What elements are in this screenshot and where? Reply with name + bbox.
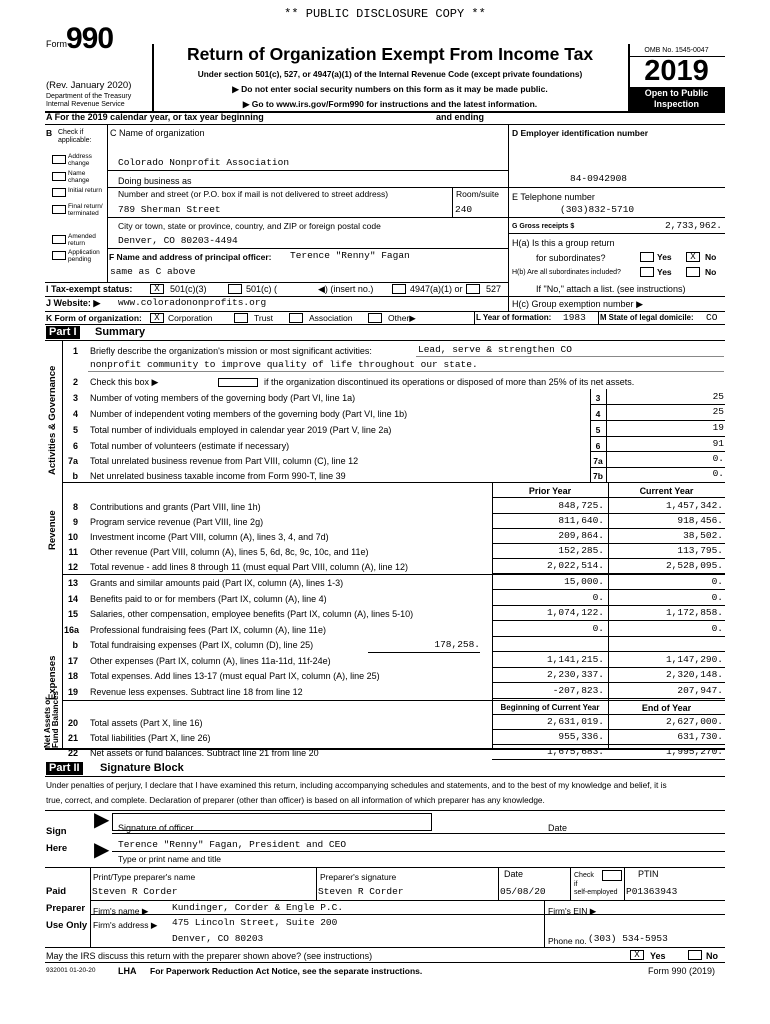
b-label: B [46, 128, 53, 138]
row-number: 12 [67, 562, 78, 572]
discuss-yes-checkbox[interactable]: X [630, 950, 644, 960]
discuss-yes-label: Yes [650, 951, 666, 961]
perjury-line1: Under penalties of perjury, I declare that I have examined this return, including accompanying schedules and statements, and to the best of my knowledge and belief, it is [46, 780, 667, 790]
row-text: Contributions and grants (Part VIII, line 1h) [90, 502, 261, 512]
prior-value[interactable]: 15,000. [564, 576, 604, 587]
row-box: 6 [595, 441, 601, 451]
address-change-checkbox[interactable] [52, 155, 66, 164]
initial-return-checkbox[interactable] [52, 188, 66, 197]
check-label: Check [574, 872, 594, 879]
officer-address[interactable]: same as C above [110, 266, 196, 277]
row-number: 11 [68, 547, 78, 557]
room-suite[interactable]: 240 [455, 204, 473, 215]
current-value[interactable]: 2,627,000. [665, 716, 723, 727]
l-label: L Year of formation: [476, 313, 552, 322]
row-value[interactable]: 91 [712, 438, 724, 449]
current-value[interactable]: 631,730. [677, 731, 723, 742]
prior-value[interactable]: 2,631,019. [546, 716, 604, 727]
department-line2: Internal Revenue Service [46, 101, 125, 108]
row-text: Investment income (Part VIII, column (A), lines 3, 4, and 7d) [90, 532, 329, 542]
row-number: 7a [67, 456, 78, 466]
sig-date-label: Date [548, 823, 568, 833]
row-value[interactable]: 19 [712, 422, 724, 433]
row-box: 5 [595, 425, 601, 435]
firm-address-line1[interactable]: 475 Lincoln Street, Suite 200 [172, 917, 338, 928]
row-number: 3 [72, 393, 78, 403]
row-number: 22 [67, 748, 78, 758]
row-number: 4 [72, 409, 78, 419]
current-value[interactable]: 1,457,342. [665, 500, 723, 511]
line-2-a: Check this box ▶ [90, 377, 159, 387]
4947-checkbox[interactable] [392, 284, 406, 294]
row-number: 10 [67, 532, 78, 542]
other-checkbox[interactable] [368, 313, 382, 323]
row-text: Total number of volunteers (estimate if necessary) [90, 441, 290, 451]
street-address[interactable]: 789 Sherman Street [118, 204, 221, 215]
part1-title: Summary [95, 326, 146, 338]
row-text: Total liabilities (Part X, line 26) [90, 733, 211, 743]
row-text: Professional fundraising fees (Part IX, column (A), line 11e) [90, 624, 326, 635]
line-a-label: A For the 2019 calendar year, or tax year beginning [46, 112, 264, 122]
city-state-zip[interactable]: Denver, CO 80203-4494 [118, 235, 238, 246]
instructions-notice: ▶ Go to www.irs.gov/Form990 for instructions and the latest information. [242, 99, 538, 109]
amended-return-checkbox[interactable] [52, 235, 66, 244]
prior-value[interactable]: 811,640. [558, 515, 604, 526]
b-applicable: applicable: [58, 137, 92, 144]
row-text: Other expenses (Part IX, column (A), lines 11a-11d, 11f-24e) [90, 655, 331, 666]
row-text: Total fundraising expenses (Part IX, column (D), line 25) [90, 640, 314, 650]
hb-no-label: No [705, 267, 717, 277]
street-label: Number and street (or P.O. box if mail is not delivered to street address) [118, 189, 389, 199]
prior-value[interactable]: 1,074,122. [546, 607, 604, 618]
row-number: 19 [67, 686, 78, 697]
current-value[interactable]: 113,795. [677, 545, 723, 556]
part1-label: Part I [46, 326, 80, 339]
footer-notice: For Paperwork Reduction Act Notice, see the separate instructions. [150, 966, 423, 976]
hb-note: If "No," attach a list. (see instructions) [536, 284, 686, 294]
c-label: C Name of organization [110, 128, 205, 138]
501c-label: 501(c) ( [246, 284, 278, 294]
prep-date-label: Date [504, 869, 524, 879]
ptin-value[interactable]: P01363943 [626, 886, 678, 897]
room-label: Room/suite [456, 189, 499, 199]
current-value[interactable]: 2,320,148. [665, 669, 723, 680]
insert-no-label: ◀) (insert no.) [318, 284, 374, 294]
sig-officer-label: Signature of officer [118, 823, 194, 833]
arrow-right-icon: ▶ [409, 313, 416, 323]
row-value[interactable]: 25 [712, 406, 724, 417]
arrow-right-icon: ▶ [93, 298, 101, 308]
discuss-question: May the IRS discuss this return with the preparer shown above? (see instructions) [46, 951, 373, 961]
prior-value[interactable]: 0. [592, 622, 604, 634]
trust-label: Trust [254, 313, 274, 323]
arrow-right-icon: ▶ [232, 84, 242, 94]
ha-sub: for subordinates? [536, 253, 606, 263]
form-subtitle: Under section 501(c), 527, or 4947(a)(1) of the Internal Revenue Code (except private foundations) [197, 69, 583, 79]
row-number: 21 [67, 733, 78, 743]
prior-value[interactable]: 1,141,215. [546, 653, 604, 665]
amended-return-label: Amended return [68, 233, 96, 247]
ptin-label: PTIN [638, 869, 659, 879]
hb-yes-checkbox[interactable] [640, 267, 654, 277]
sign-label: Sign [46, 826, 67, 837]
line-2-number: 2 [72, 377, 78, 387]
4947-label: 4947(a)(1) or [410, 284, 463, 294]
arrow-right-icon: ▶ [636, 299, 643, 309]
row-number: 15 [67, 609, 78, 619]
current-value[interactable]: 1,147,290. [665, 653, 723, 665]
row-number: 13 [67, 578, 78, 588]
row-number: 5 [72, 425, 78, 435]
footer-lha: LHA [118, 966, 137, 976]
ssn-notice: ▶ Do not enter social security numbers on this form as it may be made public. [232, 84, 548, 94]
row-text: Total revenue - add lines 8 through 11 (must equal Part VIII, column (A), line 12) [90, 562, 408, 572]
k-label: K Form of organization: [46, 313, 142, 323]
row-text: Total number of individuals employed in calendar year 2019 (Part V, line 2a) [90, 425, 392, 435]
footer-form: Form 990 (2019) [648, 966, 716, 976]
prior-year-header: Prior Year [528, 486, 572, 496]
row-number: 14 [67, 593, 78, 604]
current-value[interactable]: 0. [711, 576, 723, 587]
line-a-ending: and ending [436, 112, 484, 122]
name-change-label: Name change [68, 170, 90, 184]
discuss-no-label: No [706, 951, 718, 961]
discontinued-checkbox[interactable] [218, 378, 258, 387]
row-number: b [72, 471, 78, 481]
row-number: 8 [72, 502, 78, 512]
eoy-header: End of Year [641, 703, 692, 713]
ha-yes-label: Yes [657, 252, 672, 262]
row-number: 20 [67, 718, 78, 728]
current-year-header: Current Year [639, 486, 694, 496]
current-value[interactable]: 38,502. [683, 530, 723, 541]
501c-checkbox[interactable] [228, 284, 242, 294]
city-label: City or town, state or province, country, and ZIP or foreign postal code [118, 221, 381, 231]
row-value[interactable]: 25 [712, 391, 724, 402]
ha-no-label: No [705, 252, 717, 262]
state-of-domicile[interactable]: CO [706, 312, 718, 323]
arrow-right-icon: ▶ [242, 99, 252, 109]
type-name-label: Type or print name and title [118, 854, 222, 864]
firm-name-label: Firm's name ▶ [93, 906, 149, 916]
arrow-right-icon: ◀ [318, 284, 325, 294]
officer-name-title[interactable]: Terence "Renny" Fagan, President and CEO [118, 839, 347, 850]
open-to-public-badge [628, 87, 725, 111]
501c3-label: 501(c)(3) [170, 284, 207, 294]
i-label: I Tax-exempt status: [46, 284, 133, 294]
row-text: Net assets or fund balances. Subtract line 21 from line 20 [90, 748, 319, 758]
row-box: 7b [593, 471, 603, 481]
current-value[interactable]: 918,456. [677, 515, 723, 526]
arrow-right-icon: ▶ [150, 920, 158, 930]
j-label: J Website: ▶ [46, 298, 101, 308]
row-text: Revenue less expenses. Subtract line 18 from line 12 [90, 686, 303, 697]
website[interactable]: www.coloradononprofits.org [118, 297, 267, 308]
trust-checkbox[interactable] [234, 313, 248, 323]
here-label: Here [46, 843, 68, 854]
current-value[interactable]: 1,172,858. [665, 607, 723, 618]
e-label: E Telephone number [512, 192, 595, 202]
fundraising-total[interactable]: 178,258. [434, 639, 480, 650]
year-of-formation[interactable]: 1983 [563, 312, 586, 323]
hb-yes-label: Yes [657, 267, 672, 277]
open-line2: Inspection [653, 99, 699, 109]
527-label: 527 [486, 284, 502, 294]
g-label: G Gross receipts $ [512, 223, 575, 230]
row-text: Grants and similar amounts paid (Part IX, column (A), lines 1-3) [90, 578, 344, 588]
row-value[interactable]: 0. [712, 468, 724, 479]
prior-value[interactable]: 0. [592, 591, 604, 603]
row-text: Total expenses. Add lines 13-17 (must equal Part IX, column (A), line 25) [90, 671, 380, 681]
principal-officer[interactable]: Terence "Renny" Fagan [290, 250, 410, 261]
f-label: F Name and address of principal officer: [109, 252, 272, 262]
form-title: Return of Organization Exempt From Income Tax [186, 44, 594, 64]
application-pending-label: Application pending [68, 249, 100, 263]
preparer-label: Preparer [46, 903, 86, 914]
preparer-name[interactable]: Steven R Corder [92, 886, 178, 897]
firm-ein-label: Firm's EIN ▶ [548, 906, 597, 916]
current-value[interactable]: 1,995,270. [665, 746, 723, 757]
row-text: Total unrelated business revenue from Part VIII, column (C), line 12 [90, 456, 359, 466]
row-text: Other revenue (Part VIII, column (A), lines 5, 6d, 8c, 9c, 10c, and 11e) [90, 547, 369, 557]
b-check-if: Check if [58, 129, 84, 136]
row-box: 4 [595, 409, 601, 419]
form-number: 990 [66, 22, 114, 55]
gross-receipts[interactable]: 2,733,962. [664, 220, 722, 231]
part2-title: Signature Block [100, 762, 184, 774]
arrow-right-icon: ▶ [151, 377, 159, 387]
row-box: 7a [593, 456, 603, 466]
self-employed-checkbox[interactable] [602, 870, 622, 881]
current-value[interactable]: 0. [711, 591, 723, 603]
mission-line1[interactable]: Lead, serve & strengthen CO [418, 344, 572, 355]
association-label: Association [309, 313, 353, 323]
row-text: Program service revenue (Part VIII, line 2g) [90, 517, 264, 527]
omb-number: OMB No. 1545-0047 [644, 47, 709, 54]
ha-yes-checkbox[interactable] [640, 252, 654, 262]
prior-value[interactable]: 848,725. [558, 500, 604, 511]
dba-label: Doing business as [118, 176, 192, 186]
side-activities-governance: Activities & Governance [47, 365, 58, 475]
firm-phone[interactable]: (303) 534-5953 [588, 933, 668, 944]
arrow-right-icon: ▶ [589, 906, 597, 916]
hb-no-checkbox[interactable] [686, 267, 700, 277]
prep-date[interactable]: 05/08/20 [500, 886, 546, 897]
application-pending-checkbox[interactable] [52, 251, 66, 260]
other-label: Other▶ [388, 313, 416, 323]
prior-value[interactable]: 209,864. [558, 530, 604, 541]
current-value[interactable]: 2,528,095. [665, 560, 723, 571]
perjury-line2: true, correct, and complete. Declaration of preparer (other than officer) is based on all information of which preparer has any knowledge. [46, 795, 545, 805]
initial-return-label: Initial return [68, 187, 102, 194]
firm-name[interactable]: Kundinger, Corder & Engle P.C. [172, 902, 344, 913]
if-label: if [574, 881, 578, 888]
hc-label: H(c) Group exemption number ▶ [512, 299, 643, 309]
phone-value[interactable]: (303)832-5710 [560, 204, 635, 215]
hb-label: H(b) Are all subordinates included? [512, 269, 621, 276]
firm-address-line2[interactable]: Denver, CO 80203 [172, 933, 264, 944]
row-text: Salaries, other compensation, employee benefits (Part IX, column (A), lines 5-10) [90, 609, 414, 619]
527-checkbox[interactable] [466, 284, 480, 294]
side-expenses: Expenses [47, 655, 58, 700]
row-value[interactable]: 0. [712, 453, 724, 464]
line-2-b: if the organization discontinued its operations or disposed of more than 25% of its net assets. [264, 377, 635, 387]
line-1-number: 1 [72, 346, 78, 356]
form-word: Form [46, 39, 67, 49]
self-employed-label: self-employed [574, 889, 618, 896]
corporation-checkbox[interactable]: X [150, 313, 164, 323]
prior-value[interactable]: -207,823. [552, 684, 604, 696]
row-text: Number of independent voting members of the governing body (Part VI, line 1b) [90, 409, 408, 419]
firm-address-label: Firm's address ▶ [93, 920, 158, 930]
sign-arrow-icon: ▶ [94, 839, 110, 861]
preparer-signature[interactable]: Steven R Corder [318, 886, 404, 897]
final-return-label: Final return/ terminated [68, 203, 103, 217]
d-label: D Employer identification number [512, 128, 649, 138]
corporation-label: Corporation [168, 313, 213, 323]
arrow-right-icon: ▶ [141, 906, 149, 916]
row-box: 3 [595, 393, 601, 403]
boy-header: Beginning of Current Year [500, 703, 600, 712]
association-checkbox[interactable] [289, 313, 303, 323]
sign-arrow-icon: ▶ [94, 809, 110, 831]
ha-label: H(a) Is this a group return [512, 238, 615, 248]
use-only-label: Use Only [46, 920, 88, 931]
current-value[interactable]: 207,947. [677, 684, 723, 696]
org-name[interactable]: Colorado Nonprofit Association [118, 157, 290, 168]
name-change-checkbox[interactable] [52, 172, 66, 181]
prior-value[interactable]: 955,336. [558, 731, 604, 742]
row-number: b [72, 640, 78, 650]
discuss-no-checkbox[interactable] [688, 950, 702, 960]
part2-label: Part II [46, 762, 83, 775]
row-text: Total assets (Part X, line 16) [90, 718, 203, 728]
open-line1: Open to Public [644, 88, 709, 98]
final-return-checkbox[interactable] [52, 205, 66, 214]
address-change-label: Address change [68, 153, 92, 167]
firm-phone-label: Phone no. [548, 936, 587, 946]
row-number: 18 [67, 671, 78, 681]
row-number: 17 [67, 655, 78, 666]
side-net-assets: Net Assets or Fund Balances [43, 691, 60, 748]
footer-code: 932001 01-20-20 [46, 967, 96, 974]
mission-line2[interactable]: nonprofit community to improve quality of life throughout our state. [90, 359, 478, 370]
row-text: Number of voting members of the governing body (Part VI, line 1a) [90, 393, 356, 403]
row-number: 6 [72, 441, 78, 451]
ha-no-checkbox[interactable]: X [686, 252, 700, 262]
501c3-checkbox[interactable]: X [150, 284, 164, 294]
paid-label: Paid [46, 886, 67, 897]
row-text: Net unrelated business taxable income from Form 990-T, line 39 [90, 471, 346, 481]
department-line1: Department of the Treasury [46, 93, 132, 100]
preparer-signature-label: Preparer's signature [320, 872, 397, 882]
side-revenue: Revenue [47, 510, 58, 550]
prior-value[interactable]: 2,022,514. [546, 560, 604, 571]
prior-value[interactable]: 1,675,683. [546, 746, 604, 757]
tax-year: 2019 [644, 55, 709, 87]
ein-value[interactable]: 84-0942908 [570, 173, 628, 184]
current-value[interactable]: 0. [711, 622, 723, 634]
m-label: M State of legal domicile: [600, 313, 694, 322]
revision-date: (Rev. January 2020) [46, 80, 132, 91]
print-preparer-label: Print/Type preparer's name [93, 872, 196, 882]
row-text: Benefits paid to or for members (Part IX, column (A), line 4) [90, 593, 327, 604]
prior-value[interactable]: 2,230,337. [546, 669, 604, 680]
line-1-text: Briefly describe the organization's mission or most significant activities: [90, 346, 372, 356]
prior-value[interactable]: 152,285. [558, 545, 604, 556]
disclosure-banner: ** PUBLIC DISCLOSURE COPY ** [284, 7, 486, 21]
row-number: 9 [72, 517, 78, 527]
row-number: 16a [64, 624, 80, 635]
